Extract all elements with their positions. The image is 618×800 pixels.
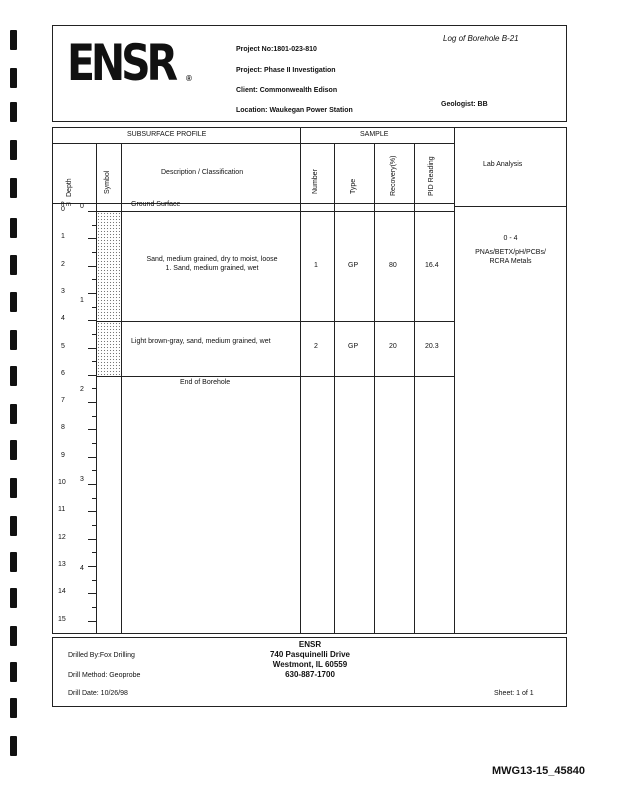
depth-label-ft: 2 <box>61 260 65 268</box>
punch-hole <box>10 102 17 122</box>
punch-hole <box>10 698 17 718</box>
depth-label-ft: 3 <box>61 287 65 295</box>
column-line <box>454 127 455 634</box>
recovery-header: Recovery(%) <box>390 155 397 196</box>
depth-label-ft: 1 <box>61 233 65 241</box>
depth-tick-ft <box>88 621 96 622</box>
punch-hole <box>10 626 17 646</box>
sample-2-pid: 20.3 <box>425 343 439 350</box>
type-header: Type <box>350 178 357 194</box>
punch-hole <box>10 330 17 350</box>
depth-label-ft: 0 <box>61 206 65 213</box>
depth-minor-tick <box>92 334 96 335</box>
depth-label-ft: 12 <box>58 533 66 541</box>
ensr-logo: ENSR <box>67 34 175 92</box>
punch-hole <box>10 292 17 312</box>
punch-hole <box>10 30 17 50</box>
depth-header: Depth <box>66 178 73 197</box>
depth-label-ft: 13 <box>58 560 66 568</box>
depth-tick-ft <box>88 566 96 567</box>
depth-units: ft m <box>61 202 71 208</box>
sample-1-number: 1 <box>314 262 318 269</box>
lab-header-line <box>454 206 567 207</box>
depth-tick-ft <box>88 211 96 212</box>
project-number: Project No:1801-023-810 <box>236 46 317 53</box>
punch-hole <box>10 366 17 386</box>
depth-minor-tick <box>92 443 96 444</box>
punch-hole <box>10 662 17 682</box>
layer-1-description: Sand, medium grained, dry to moist, loose 1. Sand, medium grained, wet <box>146 256 278 272</box>
punch-hole <box>10 440 17 460</box>
sample-header: SAMPLE <box>360 131 389 138</box>
punch-hole <box>10 178 17 198</box>
location-name: Location: Waukegan Power Station <box>236 107 353 114</box>
drilled-by: Drilled By:Fox Drilling <box>68 652 135 659</box>
end-of-borehole-label: End of Borehole <box>180 379 231 386</box>
depth-label-m: 3 <box>80 475 84 483</box>
geologist-name: Geologist: BB <box>441 101 488 108</box>
depth-tick-ft <box>88 348 96 349</box>
header-divider <box>52 143 454 144</box>
footer-phone: 630-887-1700 <box>285 670 335 679</box>
depth-minor-tick <box>92 252 96 253</box>
depth-minor-tick <box>92 307 96 308</box>
subsurface-profile-header: SUBSURFACE PROFILE <box>127 131 207 138</box>
depth-minor-tick <box>92 498 96 499</box>
footer-address-line-1: 740 Pasquinelli Drive <box>269 650 351 659</box>
sample-2-number: 2 <box>314 343 318 350</box>
footer-address-line-2: Westmont, IL 60559 <box>272 660 348 669</box>
depth-label-m: 4 <box>80 565 84 573</box>
column-line <box>374 143 375 634</box>
depth-minor-tick <box>92 470 96 471</box>
depth-label-ft: 7 <box>61 397 65 405</box>
depth-minor-tick <box>92 361 96 362</box>
layer-boundary <box>96 376 454 377</box>
depth-label-ft: 6 <box>61 369 65 377</box>
depth-label-ft: 9 <box>61 451 65 459</box>
sheet-number: Sheet: 1 of 1 <box>494 690 534 697</box>
document-id: MWG13-15_45840 <box>492 765 585 777</box>
depth-label-m: 0 <box>80 203 84 210</box>
footer-company: ENSR <box>298 640 322 649</box>
description-header: Description / Classification <box>161 169 244 176</box>
depth-tick-ft <box>88 320 96 321</box>
lab-analytes: PNAs/BETX/pH/PCBs/ RCRA Metals <box>475 249 546 265</box>
punch-hole <box>10 516 17 536</box>
punch-hole <box>10 552 17 572</box>
depth-minor-tick <box>92 525 96 526</box>
depth-tick-ft <box>88 238 96 239</box>
punch-hole <box>10 218 17 238</box>
depth-label-ft: 11 <box>58 506 66 514</box>
depth-tick-ft <box>88 484 96 485</box>
ground-surface-label: Ground Surface <box>131 201 181 208</box>
sample-2-type: GP <box>348 343 359 350</box>
lab-analysis-header: Lab Analysis <box>483 161 523 168</box>
depth-label-ft: 15 <box>58 615 66 623</box>
column-line <box>414 143 415 634</box>
punch-hole <box>10 140 17 160</box>
sand-symbol <box>97 322 120 375</box>
depth-minor-tick <box>92 225 96 226</box>
punch-hole <box>10 255 17 275</box>
depth-minor-tick <box>92 388 96 389</box>
sand-symbol <box>97 212 120 320</box>
depth-minor-tick <box>92 552 96 553</box>
column-line <box>121 143 122 634</box>
column-line <box>300 127 301 634</box>
drill-method: Drill Method: Geoprobe <box>68 672 141 679</box>
depth-minor-tick <box>92 416 96 417</box>
depth-minor-tick <box>92 580 96 581</box>
depth-label-ft: 10 <box>58 479 66 486</box>
depth-label-ft: 5 <box>61 342 65 350</box>
depth-label-ft: 4 <box>61 315 65 323</box>
depth-tick-ft <box>88 375 96 376</box>
depth-label-m: 1 <box>80 296 84 304</box>
registered-mark: ® <box>186 74 192 83</box>
column-line <box>334 143 335 634</box>
lab-interval: 0 - 4 <box>503 235 518 242</box>
project-name: Project: Phase II Investigation <box>236 67 336 74</box>
depth-label-ft: 14 <box>58 588 66 596</box>
depth-tick-ft <box>88 539 96 540</box>
punch-hole <box>10 736 17 756</box>
log-title: Log of Borehole B-21 <box>443 34 519 43</box>
depth-label-ft: 8 <box>61 424 65 432</box>
depth-minor-tick <box>92 607 96 608</box>
sample-2-recovery: 20 <box>389 343 397 350</box>
client-name: Client: Commonwealth Edison <box>236 87 338 94</box>
depth-tick-ft <box>88 293 96 294</box>
depth-tick-ft <box>88 402 96 403</box>
number-header: Number <box>312 169 319 194</box>
depth-label-m: 2 <box>80 386 84 394</box>
punch-hole <box>10 478 17 498</box>
depth-tick-ft <box>88 511 96 512</box>
depth-minor-tick <box>92 279 96 280</box>
punch-hole <box>10 588 17 608</box>
layer-2-description: Light brown-gray, sand, medium grained, wet <box>131 338 271 345</box>
layer-boundary <box>96 321 454 322</box>
sample-1-type: GP <box>348 262 359 269</box>
symbol-header: Symbol <box>104 170 111 194</box>
depth-tick-ft <box>88 593 96 594</box>
header-bottom-line <box>52 203 454 204</box>
ground-surface-line <box>96 211 454 212</box>
sample-1-recovery: 80 <box>389 262 397 269</box>
punch-hole <box>10 404 17 424</box>
drill-date: Drill Date: 10/26/98 <box>68 690 128 697</box>
pid-header: PID Reading <box>428 156 435 196</box>
depth-tick-ft <box>88 266 96 267</box>
punch-hole <box>10 68 17 88</box>
depth-tick-ft <box>88 457 96 458</box>
depth-tick-ft <box>88 429 96 430</box>
sample-1-pid: 16.4 <box>425 262 439 269</box>
